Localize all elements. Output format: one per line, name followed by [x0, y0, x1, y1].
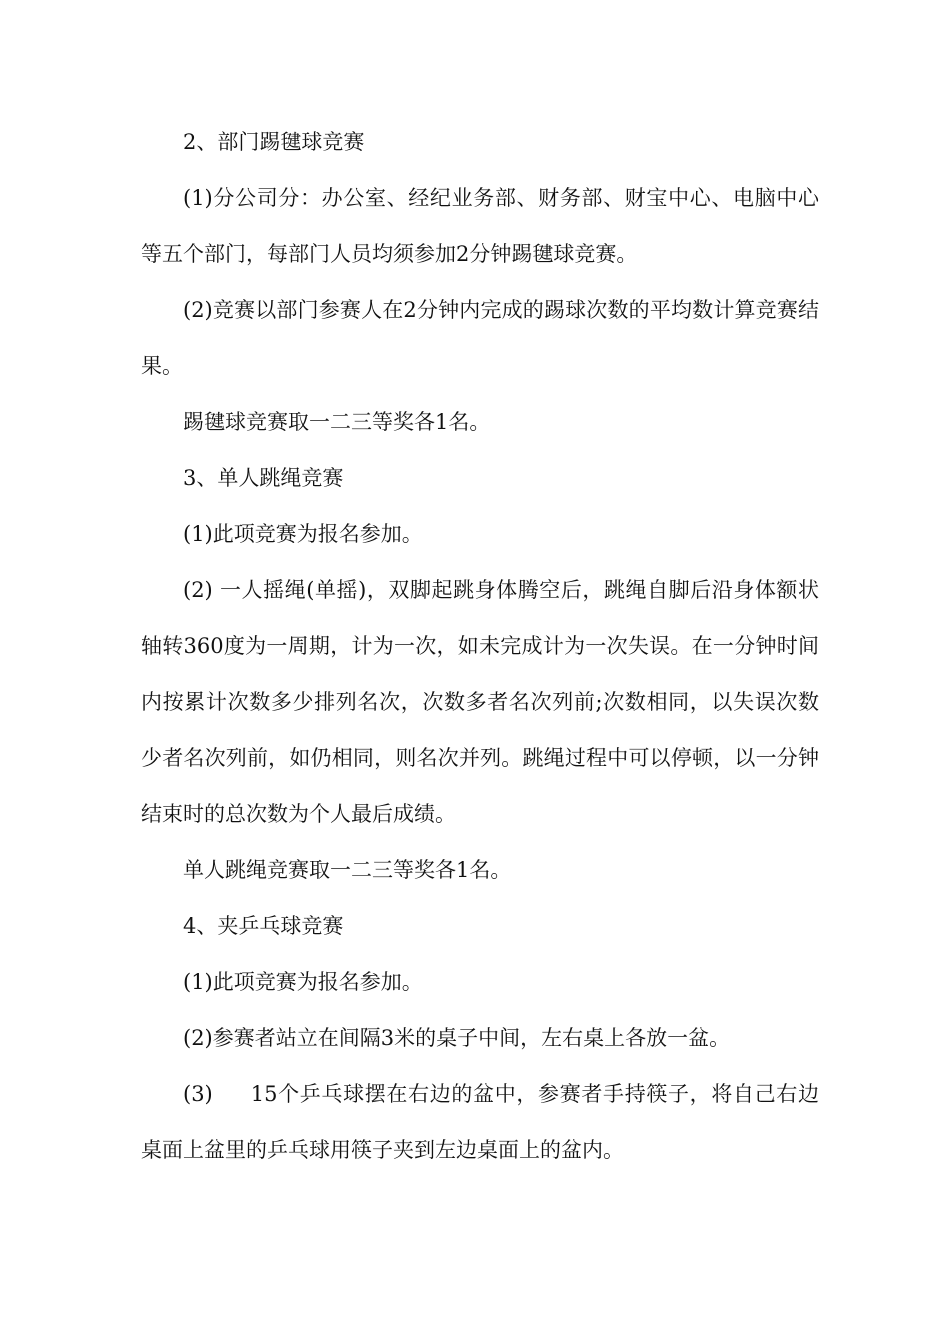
paragraph-kick-rule-2: (2)竞赛以部门参赛人在2分钟内完成的踢球次数的平均数计算竞赛结果。	[141, 298, 819, 378]
paragraph-rope-award: 单人跳绳竞赛取一二三等奖各1名。	[183, 858, 512, 882]
paragraph-pingpong-rule-3-label: (3)	[183, 1082, 213, 1106]
paragraph-pingpong-rule-3-text: 15个乒乓球摆在右边的盆中，参赛者手持筷子，将自己右边桌面上盆里的乒乓球用筷子夹到左边桌面上的盆内。	[141, 1082, 819, 1162]
paragraph-kick-rule-1: (1)分公司分：办公室、经纪业务部、财务部、财宝中心、电脑中心等五个部门，每部门人员均须参加2分钟踢毽球竞赛。	[141, 186, 819, 266]
heading-ping-pong-pick: 4、夹乒乓球竞赛	[183, 914, 344, 938]
document-body	[141, 114, 819, 1178]
heading-rope-skipping: 3、单人跳绳竞赛	[183, 466, 344, 490]
paragraph-pingpong-rule-3	[141, 1066, 819, 1178]
paragraph-pingpong-rule-1: (1)此项竞赛为报名参加。	[183, 970, 423, 994]
paragraph-rope-rule-2: (2) 一人摇绳(单摇)，双脚起跳身体腾空后，跳绳自脚后沿身体额状轴转360度为一周期，计为一次，如未完成计为一次失误。在一分钟时间内按累计次数多少排列名次，次数多者名次列前;次数相同，以失误次数少者名次列前，如仍相同，则名次并列。跳绳过程中可以停顿，以一分钟结束时的总次数为个人最后成绩。	[141, 578, 819, 826]
paragraph-kick-award: 踢毽球竞赛取一二三等奖各1名。	[183, 410, 491, 434]
paragraph-pingpong-rule-2: (2)参赛者站立在间隔3米的桌子中间，左右桌上各放一盆。	[183, 1026, 731, 1050]
paragraph-rope-rule-1: (1)此项竞赛为报名参加。	[183, 522, 423, 546]
heading-kick-shuttlecock: 2、部门踢毽球竞赛	[183, 130, 365, 154]
